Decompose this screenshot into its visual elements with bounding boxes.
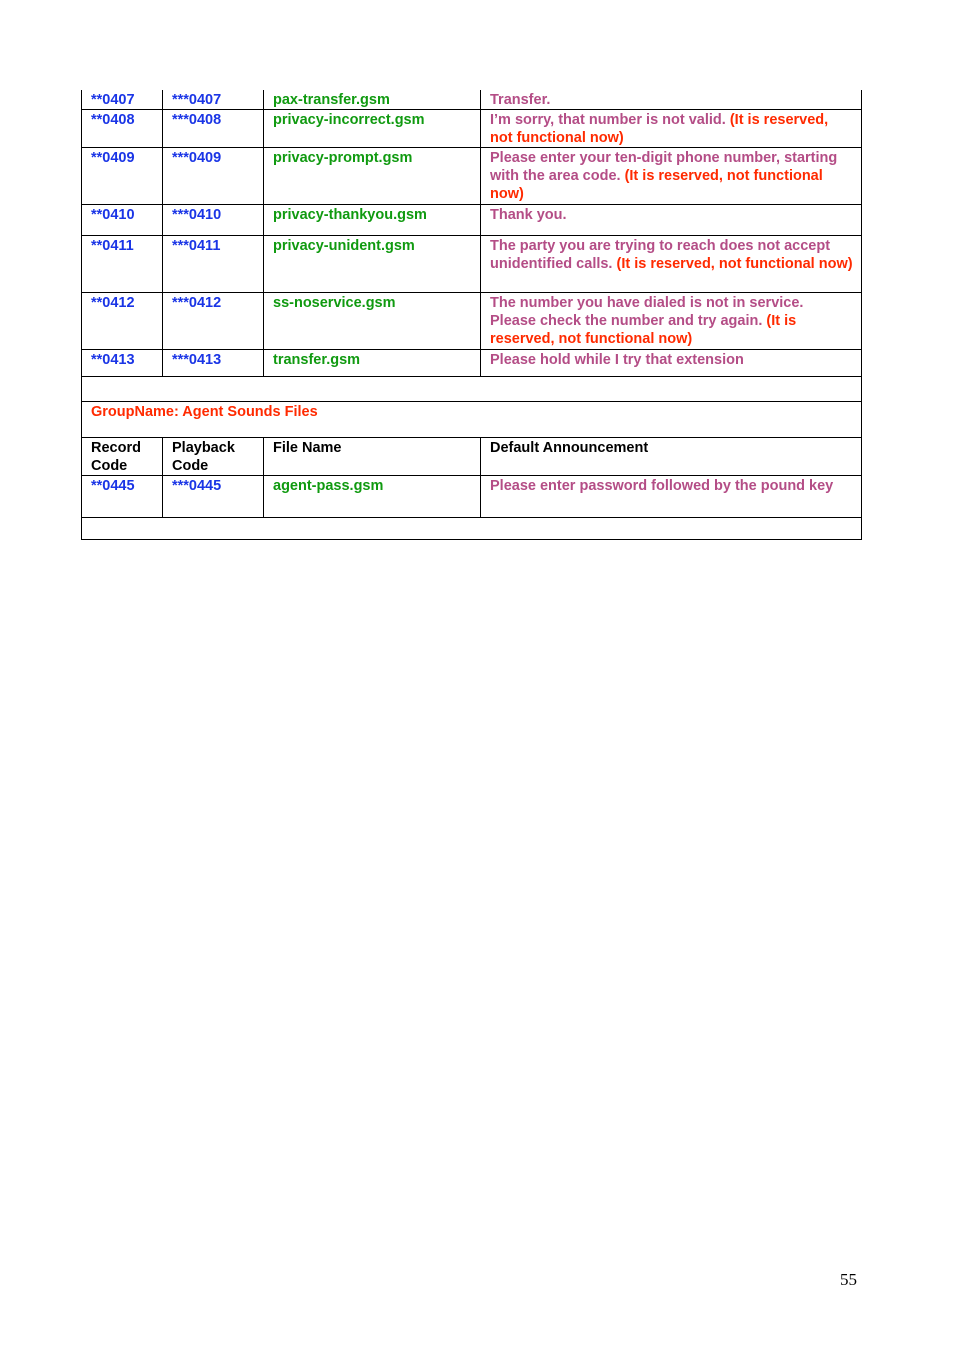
upper-rows (82, 90, 862, 377)
record-code-text: **0407 (91, 92, 135, 108)
announcement-text: Please enter password followed by the pound key (490, 478, 834, 494)
playback-code-cell (163, 90, 264, 110)
footer-section (82, 518, 862, 540)
playback-code-cell (163, 236, 264, 293)
announcement-text: Please enter your ten-digit phone number, starting with the area code. (490, 150, 838, 184)
header-file-name: File Name (264, 438, 481, 476)
record-code-cell (82, 205, 163, 236)
table-row (82, 293, 862, 350)
record-code-text: **0408 (91, 112, 135, 128)
group-rows (82, 476, 862, 518)
file-name-cell (264, 90, 481, 110)
playback-code-text: ***0410 (172, 207, 222, 223)
record-code-text: **0411 (91, 238, 134, 254)
announcement-text: Thank you. (490, 207, 567, 223)
header-row (82, 438, 862, 476)
announcement-text: The party you are trying to reach does not accept unidentified calls. (490, 238, 831, 272)
file-name-text: transfer.gsm (273, 352, 361, 368)
playback-code-text: ***0407 (172, 92, 222, 108)
announcement-text: The number you have dialed is not in service. Please check the number and try again. (490, 295, 804, 329)
table-row (82, 205, 862, 236)
record-code-cell (82, 350, 163, 377)
playback-code-cell (163, 148, 264, 205)
record-code-text: **0409 (91, 150, 135, 166)
file-name-text: privacy-incorrect.gsm (273, 112, 425, 128)
table-row (82, 350, 862, 377)
file-name-text: privacy-thankyou.gsm (273, 207, 427, 223)
table-row (82, 476, 862, 518)
announcement-cell (481, 350, 862, 377)
file-name-text: ss-noservice.gsm (273, 295, 396, 311)
header-playback-code: Playback Code (163, 438, 264, 476)
file-name-cell (264, 110, 481, 148)
playback-code-cell (163, 476, 264, 518)
table-row (82, 236, 862, 293)
announcement-text: I’m sorry, that number is not valid. (490, 112, 726, 128)
record-code-cell (82, 148, 163, 205)
playback-code-text: ***0411 (172, 238, 221, 254)
announcement-cell (481, 476, 862, 518)
table-row (82, 148, 862, 205)
announcement-cell (481, 90, 862, 110)
reserved-note: (It is reserved, not functional now) (490, 313, 797, 347)
reserved-note: (It is reserved, not functional now) (490, 112, 829, 146)
header-default-announcement: Default Announcement (481, 438, 862, 476)
announcement-text: Please hold while I try that extension (490, 352, 744, 368)
file-name-text: privacy-unident.gsm (273, 238, 415, 254)
spacer-row (82, 518, 862, 540)
playback-code-text: ***0445 (172, 478, 222, 494)
playback-code-cell (163, 205, 264, 236)
file-name-cell (264, 148, 481, 205)
record-code-cell (82, 293, 163, 350)
announcement-cell (481, 110, 862, 148)
playback-code-text: ***0413 (172, 352, 222, 368)
announcement-text: Transfer. (490, 92, 551, 108)
record-code-cell (82, 90, 163, 110)
page-number: 55 (840, 1270, 857, 1289)
reserved-note: (It is reserved, not functional now) (490, 168, 823, 202)
record-code-text: **0413 (91, 352, 135, 368)
record-code-text: **0445 (91, 478, 135, 494)
playback-code-cell (163, 293, 264, 350)
announcement-cell (481, 148, 862, 205)
group-title: GroupName: Agent Sounds Files (82, 402, 862, 438)
file-name-text: agent-pass.gsm (273, 478, 384, 494)
file-name-cell (264, 476, 481, 518)
file-name-cell (264, 350, 481, 377)
file-name-cell (264, 293, 481, 350)
spacer-row (82, 377, 862, 402)
record-code-cell (82, 236, 163, 293)
playback-code-cell (163, 350, 264, 377)
announcement-cell (481, 236, 862, 293)
playback-code-text: ***0408 (172, 112, 222, 128)
sound-files-table (81, 90, 862, 540)
table-row (82, 110, 862, 148)
file-name-cell (264, 205, 481, 236)
record-code-text: **0410 (91, 207, 135, 223)
group-title-row (82, 402, 862, 438)
file-name-text: privacy-prompt.gsm (273, 150, 413, 166)
record-code-cell (82, 476, 163, 518)
header-record-code: Record Code (82, 438, 163, 476)
playback-code-text: ***0409 (172, 150, 222, 166)
announcement-cell (481, 205, 862, 236)
record-code-text: **0412 (91, 295, 135, 311)
file-name-cell (264, 236, 481, 293)
playback-code-text: ***0412 (172, 295, 222, 311)
reserved-note: (It is reserved, not functional now) (616, 256, 853, 272)
file-name-text: pax-transfer.gsm (273, 92, 390, 108)
record-code-cell (82, 110, 163, 148)
group-section (82, 377, 862, 476)
announcement-cell (481, 293, 862, 350)
playback-code-cell (163, 110, 264, 148)
table-row (82, 90, 862, 110)
